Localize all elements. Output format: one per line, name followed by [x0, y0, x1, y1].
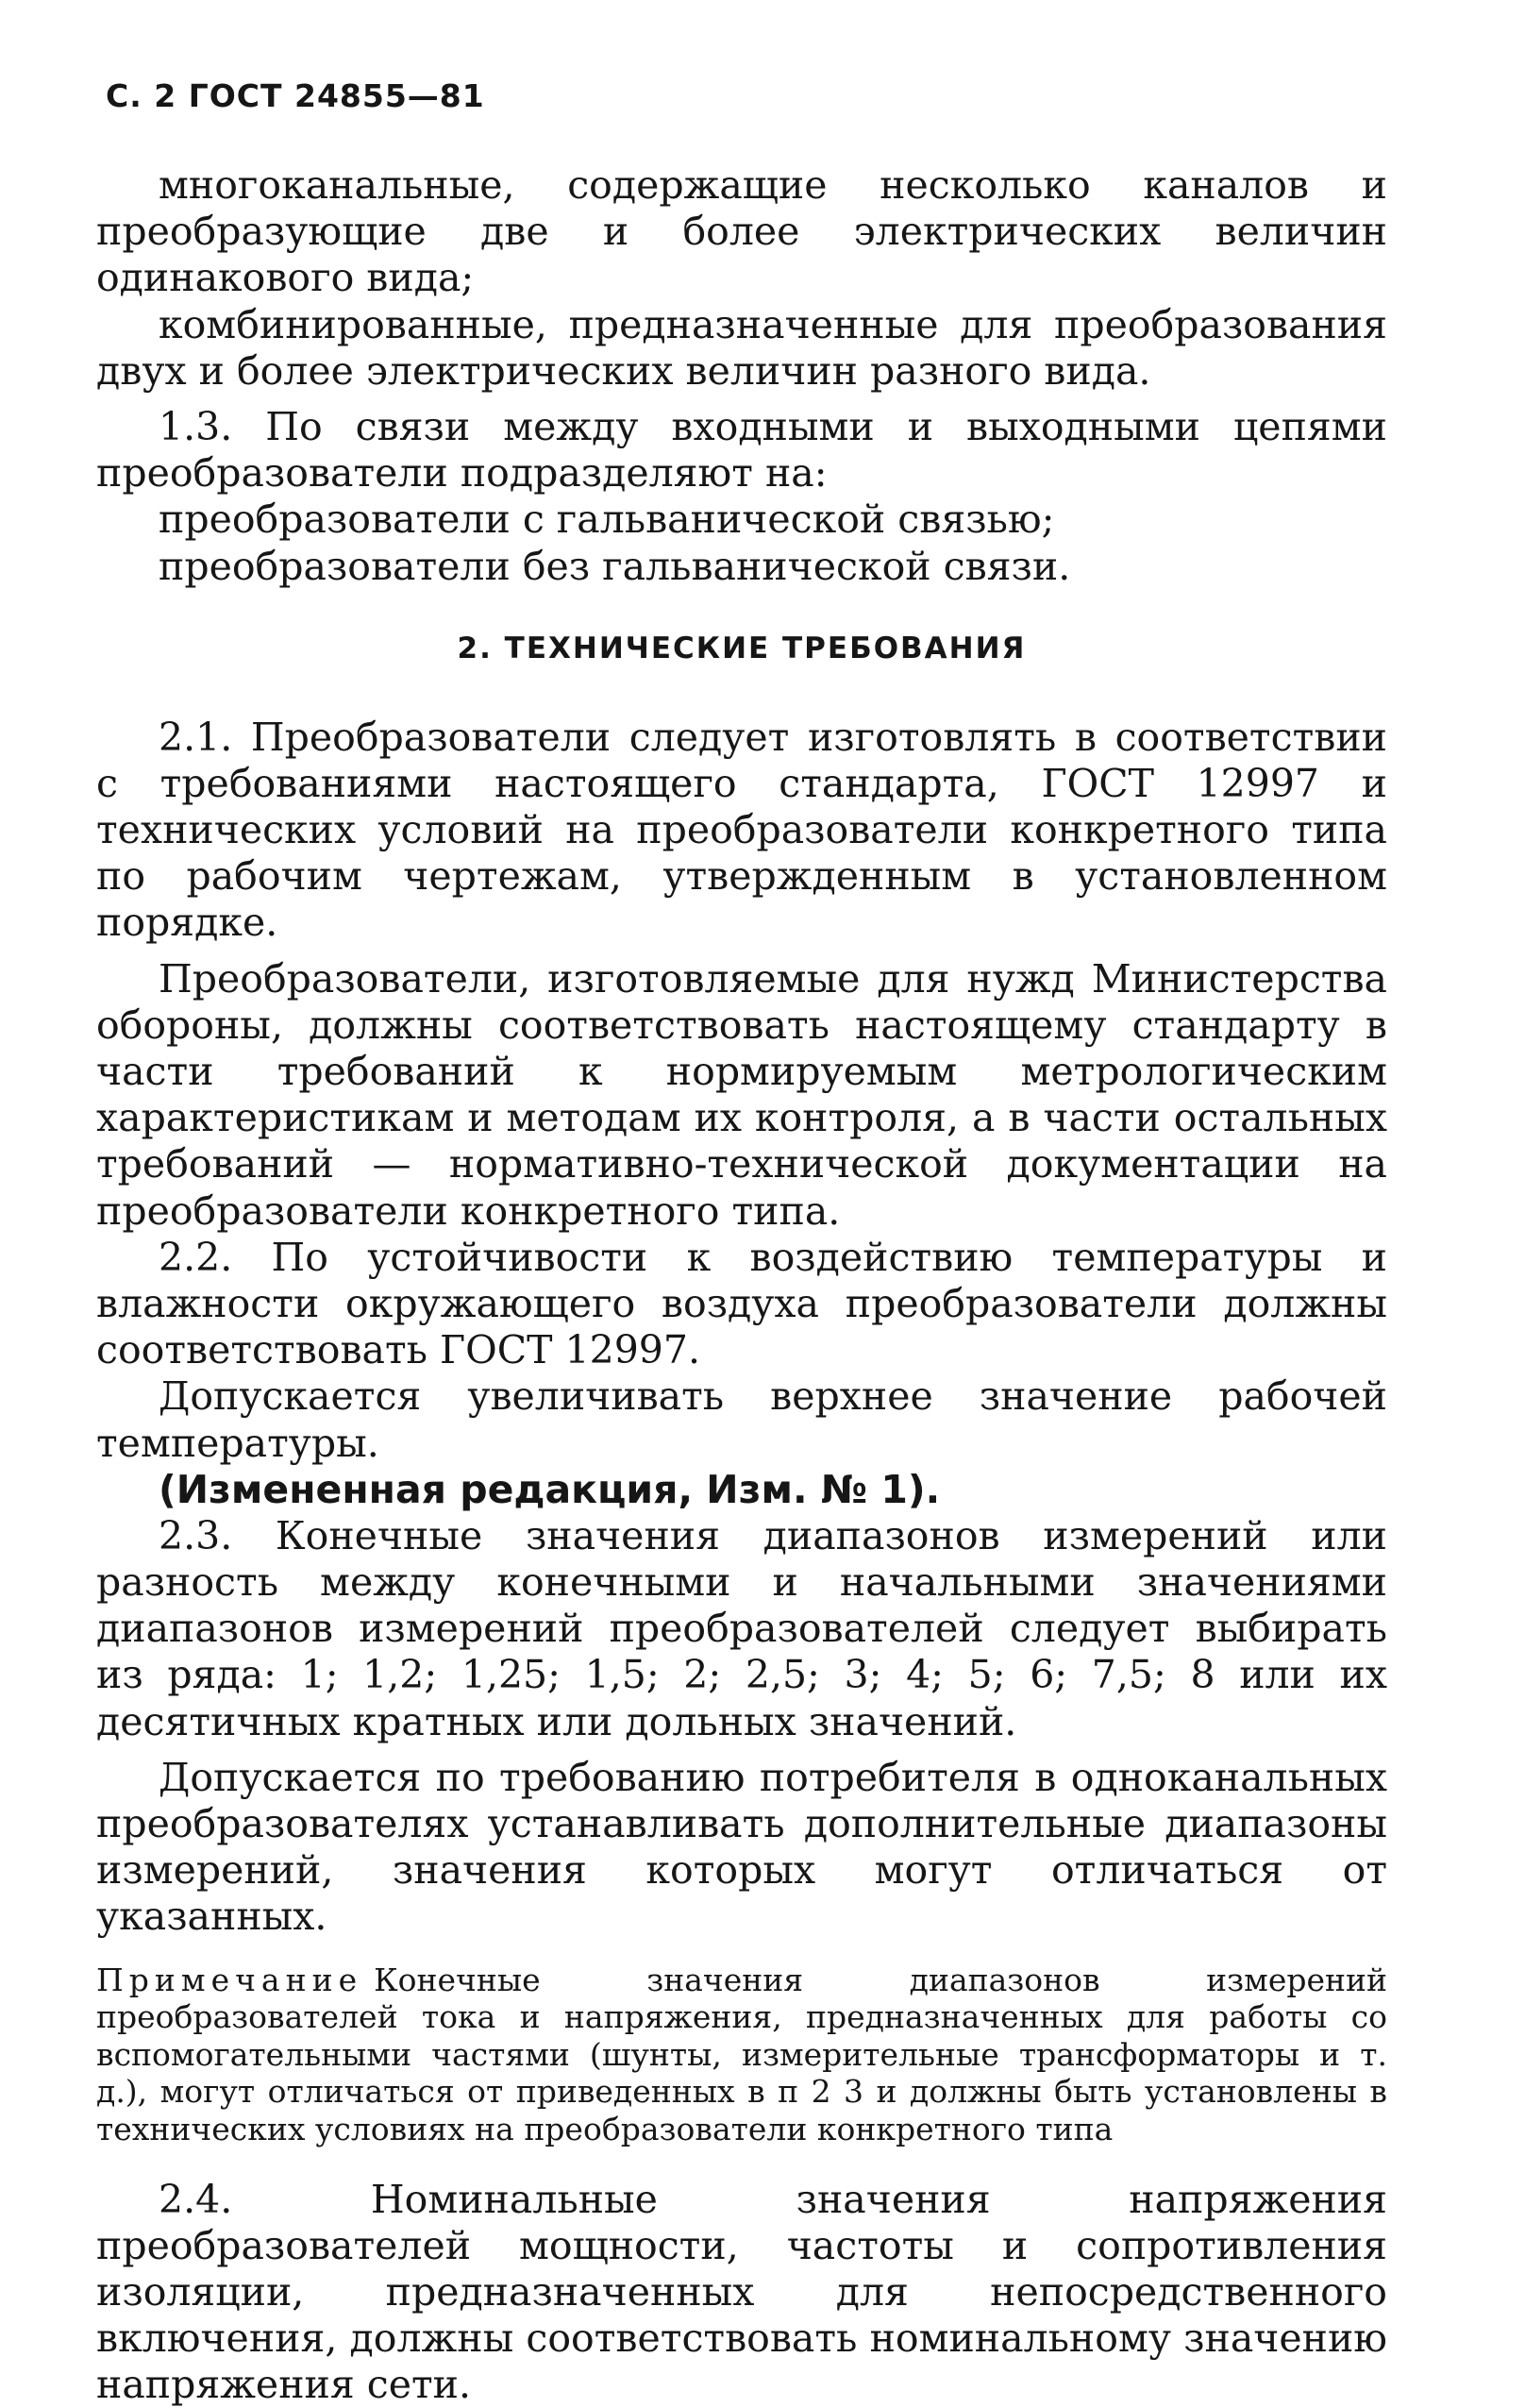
clause-2-4: 2.4. Номинальные значения напряжения преобразователей мощности, частоты и сопротивления изоляции, предназначенных для непосредственного включения, должны соответствовать номинальному значению напряжения сети.	[96, 2176, 1387, 2408]
note-label: Примечание	[96, 1961, 363, 1998]
clause-1-3: 1.3. По связи между входными и выходными цепями преобразователи подразделяют на:	[96, 403, 1387, 497]
amendment-note: (Измененная редакция, Изм. № 1).	[159, 1466, 941, 1512]
clause-2-3-additional-ranges: Допускается по требованию потребителя в одноканальных преобразователях устанавливать дополнительные диапазоны измерений, значения которых могут отличаться от указанных.	[96, 1754, 1387, 1940]
clause-2-3: 2.3. Конечные значения диапазонов измерений или разность между конечными и начальными значениями диапазонов измерений преобразователей следует выбирать из ряда: 1; 1,2; 1,25; 1,5; 2; 2,5; 3; 4; 5; 6; 7,5; 8 или их десятичных кратных или дольных значений.	[96, 1512, 1387, 1744]
clause-2-1-defense: Преобразователи, изготовляемые для нужд Министерства обороны, должны соответствовать настоящему стандарту в части требований к нормируемым метрологическим характеристикам и методам их контроля, а в части остальных требований — нормативно-технической документации на преобразователи конкретного типа.	[96, 955, 1387, 1234]
page-header: С. 2 ГОСТ 24855—81	[106, 77, 485, 114]
clause-2-1: 2.1. Преобразователи следует изготовлять в соответствии с требованиями настоящего стандарта, ГОСТ 12997 и технических условий на преобразователи конкретного типа по рабочим чертежам, утвержденным в установленном порядке.	[96, 714, 1387, 946]
intro-paragraph-combined: комбинированные, предназначенные для преобразования двух и более электрических величин разного вида.	[96, 301, 1387, 394]
intro-paragraph-multichannel: многоканальные, содержащие несколько каналов и преобразующие две и более электрических величин одинакового вида;	[96, 162, 1387, 301]
clause-1-3-item: преобразователи без гальванической связи.	[159, 543, 1071, 589]
note	[96, 1962, 1387, 2148]
section-title: 2. ТЕХНИЧЕСКИЕ ТРЕБОВАНИЯ	[457, 631, 1027, 665]
clause-2-2: 2.2. По устойчивости к воздействию температуры и влажности окружающего воздуха преобразователи должны соответствовать ГОСТ 12997.	[96, 1234, 1387, 1373]
note-text: Конечные значения диапазонов измерений преобразователей тока и напряжения, предназначенных для работы со вспомогательными частями (шунты, измерительные трансформаторы и т. д.), могут отличаться от приведенных в п 2 3 и должны быть установлены в технических условиях на преобразователи конкретного типа	[96, 1961, 1387, 2147]
clause-1-3-item: преобразователи с гальванической связью;	[159, 497, 1055, 543]
document-body	[96, 162, 1387, 2408]
clause-2-2-temperature: Допускается увеличивать верхнее значение рабочей температуры.	[96, 1373, 1387, 1466]
